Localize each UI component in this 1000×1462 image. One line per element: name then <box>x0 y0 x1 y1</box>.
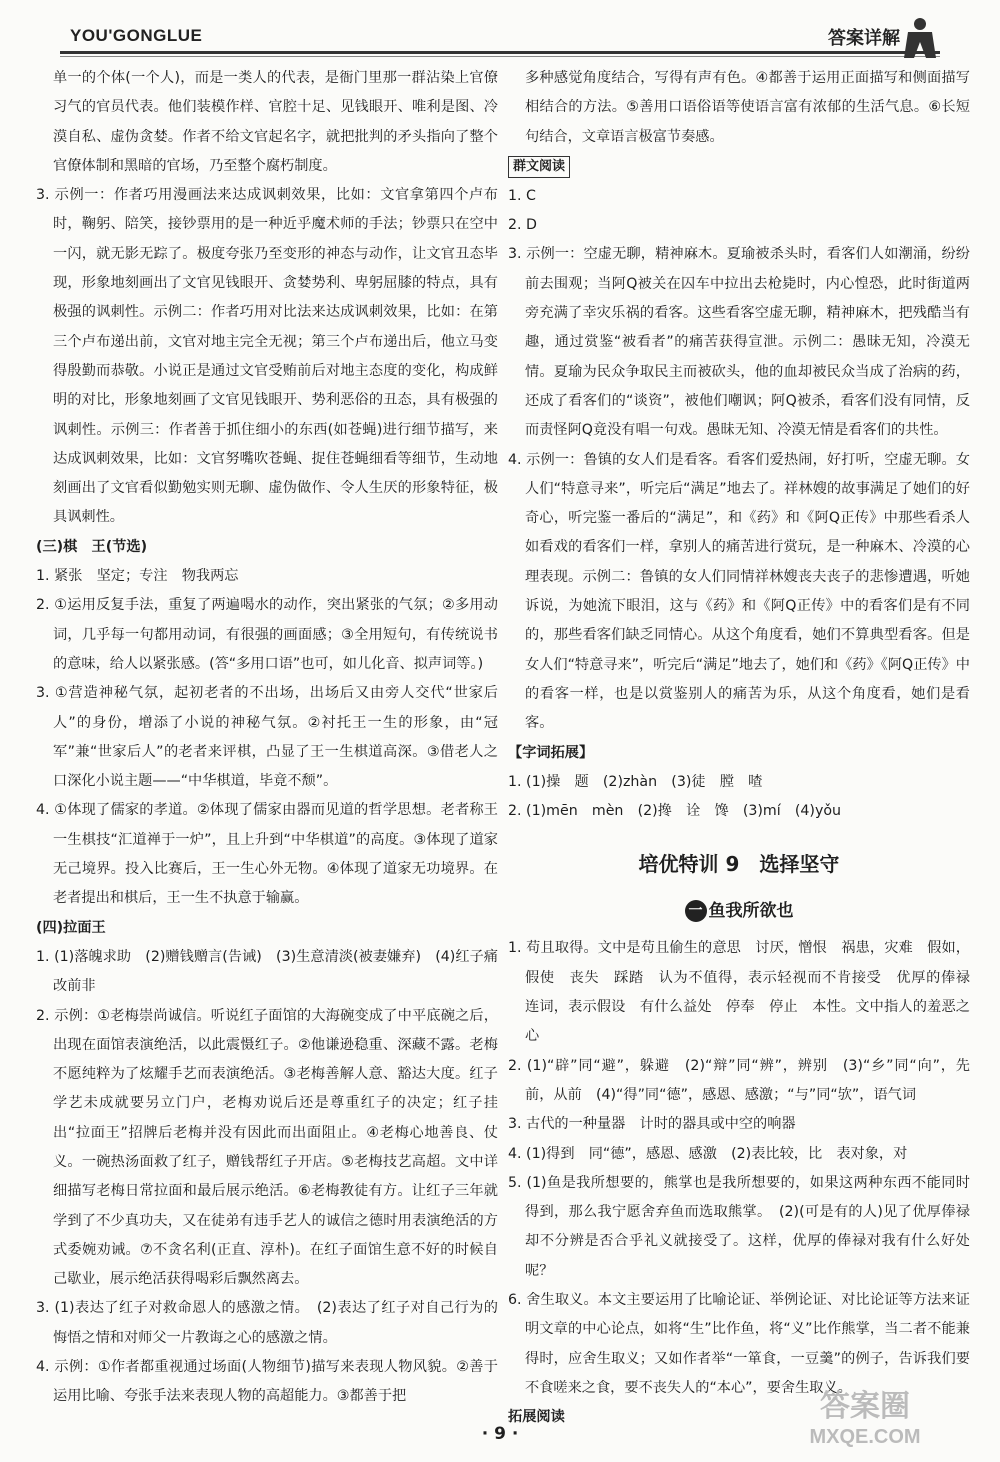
right-column <box>508 64 985 1432</box>
answer-item: 1. (1)操 题 (2)zhàn (3)徒 膛 喳 <box>508 773 763 790</box>
answer-item: 2. (1)“辟”同“避”，躲避 (2)“辩”同“辨”，辨别 (3)“乡”同“向”，先前，从前 (4)“得”同“德”，感恩、感激；“与”同“欤”，语气词 <box>508 1057 970 1103</box>
answer-item: 3. 示例一：作者巧用漫画法来达成讽刺效果，比如：文官拿第四个卢布时，鞠躬、陪笑，接钞票用的是一种近乎魔术师的手法；钞票只在空中一闪，就无影无踪了。极度夸张乃至变形的神态与动作，让文官丑态毕现，形象地刻画出了文官见钱眼开、贪婪势利、卑躬屈膝的特点，具有极强的讽刺性。示例二：作者巧用对比法来达成讽刺效果，比如：在第三个卢布递出前，文官对地主完全无视；第三个卢布递出后，他立马变得殷勤而恭敬。小说正是通过文官受贿前后对地主态度的变化，构成鲜明的对比，形象地刻画了文官见钱眼开、势利恶俗的丑态，具有极强的讽刺性。示例三：作者善于抓住细小的东西(如苍蝇)进行细节描写，来达成讽刺效果，比如：文官努嘴吹苍蝇、捉住苍蝇细看等细节，生动地刻画出了文官看似勤勉实则无聊、虚伪做作、令人生厌的形象特征，极具讽刺性。 <box>36 187 498 526</box>
answer-item: 2. ①运用反复手法，重复了两遍喝水的动作，突出紧张的气氛；②多用动词，几乎每一句都用动词，有很强的画面感；③全用短句，有传统说书的意味，给人以紧张感。(答“多用口语”也可，如儿化音、拟声词等。) <box>36 597 498 672</box>
answer-item: 5. (1)鱼是我所想要的，熊掌也是我所想要的，如果这两种东西不能同时得到，那么我宁愿舍弃鱼而选取熊掌。 (2)(可是有的人)见了优厚俸禄却不分辨是否合乎礼义就接受了。这样，优厚的俸禄对我有什么好处呢？ <box>508 1174 970 1279</box>
page-header <box>40 16 970 58</box>
answer-item: 1. 紧张 坚定；专注 物我两忘 <box>36 568 239 585</box>
subsection-heading: (四)拉面王 <box>36 919 106 936</box>
answer-item: 2. D <box>508 217 537 234</box>
watermark-line: 答案圈 <box>820 1390 910 1423</box>
watermark-line: MXQE.COM <box>809 1426 921 1448</box>
lesson-number-badge: 一 <box>685 900 707 922</box>
subsection-heading: (三)棋 王(节选) <box>36 538 148 555</box>
answer-item: 1. 苟且取得。文中是苟且偷生的意思 讨厌，憎恨 祸患，灾难 假如，假使 丧失 踩踏 认为不值得，表示轻视而不肯接受 优厚的俸禄 连词，表示假设 有什么益处 停奉 停止 本性。文中指人的羞恶之心 <box>508 940 985 1045</box>
header-rule <box>60 51 940 54</box>
subsection-label: 【字词拓展】 <box>508 744 594 761</box>
answer-item: 4. ①体现了儒家的孝道。②体现了儒家由器而见道的哲学思想。老者称王一生棋技“汇道禅于一炉”，且上升到“中华棋道”的高度。③体现了道家无己境界。投入比赛后，王一生心外无物。④体现了道家无功境界。在老者提出和棋后，王一生不执意于输赢。 <box>36 802 498 907</box>
answer-item: 1. C <box>508 187 536 204</box>
left-column <box>36 64 498 1412</box>
section-title: 培优特训 9 选择坚守 <box>638 852 840 877</box>
lesson-title-text: 鱼我所欲也 <box>708 901 794 922</box>
answer-item: 3. 示例一：空虚无聊，精神麻木。夏瑜被杀头时，看客们人如潮涌，纷纷前去围观；当阿Q被关在囚车中拉出去枪毙时，内心惶恐，此时街道两旁充满了幸灾乐祸的看客。这些看客空虚无聊，精神麻木，把残酷当有趣，通过赏鉴“被看者”的痛苦获得宣泄。示例二：愚昧无知，冷漠无情。夏瑜为民众争取民主而被砍头，他的血却被民众当成了治病的药，还成了看客们的“谈资”，被他们嘲讽；阿Q被杀，看客们没有同情，反而责怪阿Q竟没有唱一句戏。愚昧无知、冷漠无情是看客们的共性。 <box>508 246 970 439</box>
answer-item: 2. (1)mēn mèn (2)搀 诠 馋 (3)mí (4)yǒu <box>508 803 842 820</box>
subsection-label: 拓展阅读 <box>508 1409 565 1426</box>
caped-figure-icon <box>900 16 940 60</box>
answer-item: 多种感觉角度结合，写得有声有色。④都善于运用正面描写和侧面描写相结合的方法。⑤善用口语俗语等使语言富有浓郁的生活气息。⑥长短句结合，文章语言极富节奏感。 <box>525 70 970 145</box>
answer-item: 3. 古代的一种量器 计时的器具或中空的响器 <box>508 1116 796 1133</box>
header-rule-thin <box>60 56 940 57</box>
lesson-title <box>508 894 970 928</box>
answer-item: 单一的个体(一个人)，而是一类人的代表，是衙门里那一群沾染上官僚习气的官员代表。他们装模作样、官腔十足、见钱眼开、唯利是图、冷漠自私、虚伪贪婪。作者不给文官起名字，就把批判的矛头指向了整个官僚体制和黑暗的官场，乃至整个腐朽制度。 <box>53 70 498 174</box>
answer-item: 4. 示例：①作者都重视通过场面(人物细节)描写来表现人物风貌。②善于运用比喻、夸张手法来表现人物的高超能力。③都善于把 <box>36 1359 498 1405</box>
header-title: 答案详解 <box>828 28 900 49</box>
answer-item: 2. 示例：①老梅崇尚诚信。听说红子面馆的大海碗变成了中平底碗之后，出现在面馆表演绝活，以此震慑红子。②他谦逊稳重、深藏不露。老梅不愿纯粹为了炫耀手艺而表演绝活。③老梅善解人意、豁达大度。红子学艺未成就要另立门户，老梅劝说后还是尊重红子的决定；红子挂出“拉面王”招牌后老梅并没有因此而出面阻止。④老梅心地善良、仗义。一碗热汤面救了红子，赠钱帮红子开店。⑤老梅技艺高超。文中详细描写老梅日常拉面和最后展示绝活。⑥老梅教徒有方。让红子三年就学到了不少真功夫，又在徒弟有违手艺人的诚信之德时用表演绝活的方式委婉劝诫。⑦不贪名利(正直、淳朴)。在红子面馆生意不好的时候自己歇业，展示绝活获得喝彩后飘然离去。 <box>36 1007 498 1288</box>
answer-item: 3. ①营造神秘气氛，起初老者的不出场，出场后又由旁人交代“世家后人”的身份，增添了小说的神秘气氛。②衬托王一生的形象，由“冠军”兼“世家后人”的老者来评棋，凸显了王一生棋道高深。③借老人之口深化小说主题——“中华棋道，毕竟不颓”。 <box>36 685 498 790</box>
answer-item: 4. 示例一：鲁镇的女人们是看客。看客们爱热闹，好打听，空虚无聊。女人们“特意寻来”，听完后“满足”地去了。祥林嫂的故事满足了她们的好奇心，听完鉴一番后的“满足”，和《药》和《阿Q正传》中那些看杀人如看戏的看客们一样，拿别人的痛苦进行赏玩，是一种麻木、冷漠的心理表现。示例二：鲁镇的女人们同情祥林嫂丧夫丧子的悲惨遭遇，听她诉说，为她流下眼泪，这与《药》和《阿Q正传》中的看客们是有不同的，那些看客们缺乏同情心。从这个角度看，她们不算典型看客。但是女人们“特意寻来”，听完后“满足”地去了，她们和《药》《阿Q正传》中的看客一样，也是以赏鉴别人的痛苦为乐，从这个角度看，她们是看客。 <box>508 451 970 732</box>
section-tag: 群文阅读 <box>508 156 570 178</box>
answer-item: 4. (1)得到 同“德”，感恩、感激 (2)表比较，比 表对象，对 <box>508 1145 908 1162</box>
answer-item: 1. (1)落魄求助 (2)赠钱赠言(告诫) (3)生意清淡(被妻嫌弃) (4)红子痛改前非 <box>36 948 498 995</box>
answer-item: 3. (1)表达了红子对救命恩人的感激之情。 (2)表达了红子对自己行为的悔悟之情和对师父一片教诲之心的感激之情。 <box>36 1300 498 1346</box>
page-number: · 9 · <box>481 1424 519 1444</box>
brand-name: YOU'GONGLUE <box>70 26 203 45</box>
answer-item: 6. 舍生取义。本文主要运用了比喻论证、举例论证、对比论证等方法来证明文章的中心论点，如将“生”比作鱼，将“义”比作熊掌，当二者不能兼得时，应舍生取义；又如作者举“一箪食，一豆羹”的例子，告诉我们要不食嗟来之食，要不丧失人的“本心”，要舍生取义。 <box>508 1291 970 1396</box>
